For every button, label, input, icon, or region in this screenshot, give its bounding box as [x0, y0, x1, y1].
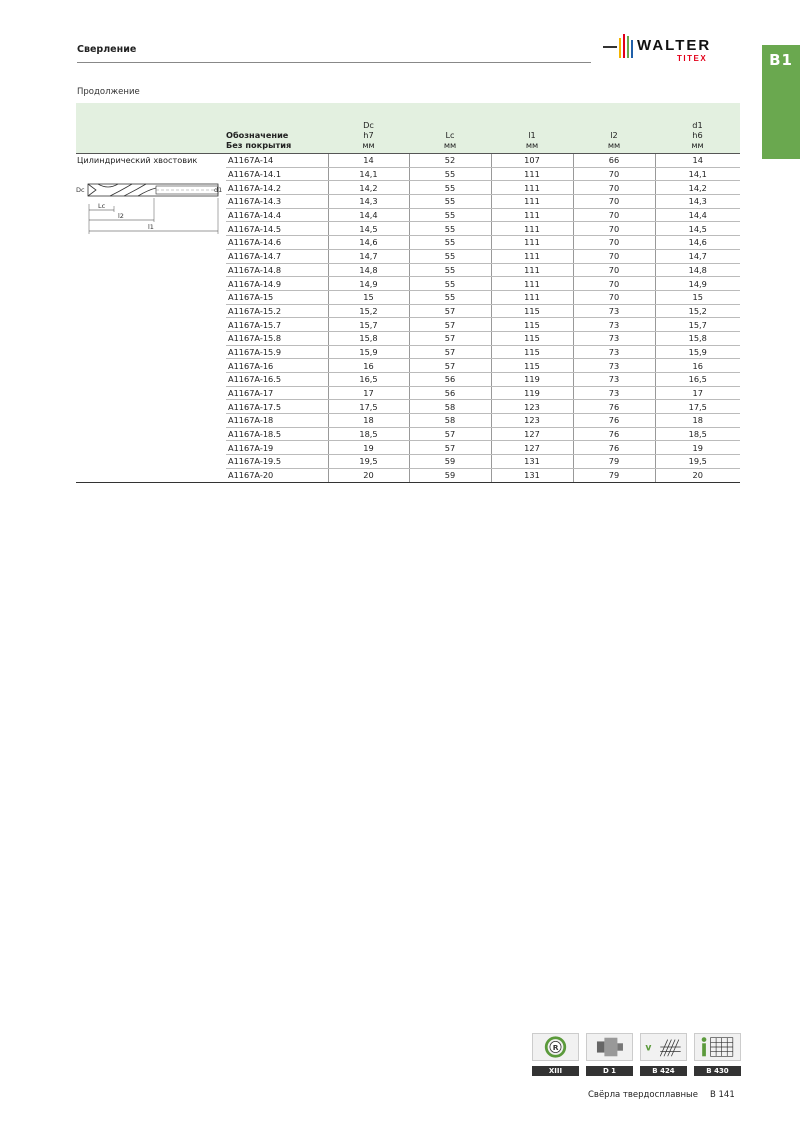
value-cell: 14,9: [655, 277, 740, 291]
value-cell: 57: [409, 345, 491, 359]
value-cell: 115: [491, 359, 573, 373]
table-row: [76, 345, 740, 359]
designation-cell: A1167A-20: [226, 468, 328, 482]
value-cell: 66: [573, 154, 655, 168]
value-cell: 14,9: [328, 277, 409, 291]
table-row: [76, 427, 740, 441]
table-row: [76, 154, 740, 168]
value-cell: 55: [409, 249, 491, 263]
table-row: [76, 386, 740, 400]
group-cell: [76, 277, 226, 291]
svg-text:d1: d1: [214, 186, 223, 194]
group-cell: [76, 441, 226, 455]
table-row: [76, 331, 740, 345]
value-cell: 111: [491, 236, 573, 250]
value-cell: 18,5: [655, 427, 740, 441]
table-row: [76, 414, 740, 428]
value-cell: 17: [328, 386, 409, 400]
chapter-tab: [762, 45, 800, 159]
svg-text:v: v: [645, 1042, 652, 1054]
value-cell: 14: [655, 154, 740, 168]
designation-cell: A1167A-17: [226, 386, 328, 400]
value-cell: 111: [491, 208, 573, 222]
icon-label: XIII: [532, 1066, 579, 1076]
col-header-dc: Dc h7 мм: [328, 103, 409, 154]
value-cell: 70: [573, 263, 655, 277]
group-cell: [76, 455, 226, 469]
value-cell: 15: [328, 290, 409, 304]
value-cell: 70: [573, 249, 655, 263]
designation-cell: A1167A-15.9: [226, 345, 328, 359]
value-cell: 14,7: [655, 249, 740, 263]
info-table-icon[interactable]: [694, 1033, 741, 1076]
value-cell: 19: [328, 441, 409, 455]
value-cell: 15,8: [655, 331, 740, 345]
col-header-designation: Обозначение Без покрытия: [226, 103, 328, 154]
value-cell: 14,5: [328, 222, 409, 236]
value-cell: 52: [409, 154, 491, 168]
table-row: [76, 359, 740, 373]
spec-table: [76, 103, 740, 483]
value-cell: 15,9: [655, 345, 740, 359]
value-cell: 76: [573, 400, 655, 414]
designation-cell: A1167A-16: [226, 359, 328, 373]
chapter-tab-label: B1: [769, 51, 793, 69]
value-cell: 76: [573, 441, 655, 455]
value-cell: 16: [655, 359, 740, 373]
value-cell: 111: [491, 181, 573, 195]
group-cell: [76, 359, 226, 373]
value-cell: 119: [491, 373, 573, 387]
value-cell: 16: [328, 359, 409, 373]
value-cell: 15,7: [655, 318, 740, 332]
value-cell: 55: [409, 208, 491, 222]
value-cell: 15,9: [328, 345, 409, 359]
value-cell: 115: [491, 304, 573, 318]
value-cell: 19,5: [328, 455, 409, 469]
group-cell: [76, 468, 226, 482]
svg-text:Dc: Dc: [76, 186, 85, 194]
value-cell: 14,3: [328, 195, 409, 209]
value-cell: 15,2: [328, 304, 409, 318]
designation-cell: A1167A-18: [226, 414, 328, 428]
group-label: Цилиндрический хвостовик: [76, 154, 226, 168]
table-row: [76, 318, 740, 332]
value-cell: 14,2: [328, 181, 409, 195]
value-cell: 55: [409, 167, 491, 181]
value-cell: 119: [491, 386, 573, 400]
icon-label: B 430: [694, 1066, 741, 1076]
value-cell: 57: [409, 318, 491, 332]
footer-title: Свёрла твердосплавные: [588, 1090, 698, 1100]
value-cell: 56: [409, 386, 491, 400]
cutting-data-icon[interactable]: [640, 1033, 687, 1076]
value-cell: 73: [573, 345, 655, 359]
designation-cell: A1167A-16.5: [226, 373, 328, 387]
group-cell: [76, 263, 226, 277]
value-cell: 57: [409, 441, 491, 455]
value-cell: 57: [409, 359, 491, 373]
value-cell: 131: [491, 455, 573, 469]
value-cell: 14,6: [655, 236, 740, 250]
svg-text:R: R: [552, 1042, 559, 1052]
svg-text:l1: l1: [148, 223, 154, 231]
value-cell: 115: [491, 345, 573, 359]
value-cell: 73: [573, 318, 655, 332]
col-header-l1: l1 мм: [491, 103, 573, 154]
value-cell: 55: [409, 277, 491, 291]
designation-cell: A1167A-14.7: [226, 249, 328, 263]
value-cell: 111: [491, 290, 573, 304]
value-cell: 73: [573, 359, 655, 373]
value-cell: 70: [573, 236, 655, 250]
designation-cell: A1167A-15: [226, 290, 328, 304]
group-cell: [76, 290, 226, 304]
value-cell: 59: [409, 455, 491, 469]
value-cell: 14,4: [655, 208, 740, 222]
table-row: [76, 277, 740, 291]
continued-label: Продолжение: [77, 87, 140, 97]
value-cell: 70: [573, 290, 655, 304]
value-cell: 76: [573, 414, 655, 428]
value-cell: 111: [491, 195, 573, 209]
table-row: [76, 468, 740, 482]
value-cell: 14,3: [655, 195, 740, 209]
value-cell: 16,5: [655, 373, 740, 387]
value-cell: 111: [491, 167, 573, 181]
value-cell: 70: [573, 222, 655, 236]
group-cell: [76, 318, 226, 332]
top-rule: [77, 62, 591, 63]
value-cell: 19: [655, 441, 740, 455]
group-cell: [76, 331, 226, 345]
value-cell: 14,8: [328, 263, 409, 277]
table-row: [76, 263, 740, 277]
designation-cell: A1167A-14.9: [226, 277, 328, 291]
value-cell: 115: [491, 331, 573, 345]
value-cell: 18: [655, 414, 740, 428]
value-cell: 127: [491, 427, 573, 441]
value-cell: 15,7: [328, 318, 409, 332]
value-cell: 17: [655, 386, 740, 400]
table-row: [76, 373, 740, 387]
value-cell: 14,5: [655, 222, 740, 236]
drill-diagram: [76, 176, 226, 240]
designation-cell: A1167A-14.8: [226, 263, 328, 277]
table-row: [76, 304, 740, 318]
svg-text:Lc: Lc: [98, 202, 106, 210]
table-row: [76, 400, 740, 414]
value-cell: 79: [573, 455, 655, 469]
value-cell: 55: [409, 195, 491, 209]
value-cell: 79: [573, 468, 655, 482]
designation-cell: A1167A-15.2: [226, 304, 328, 318]
value-cell: 57: [409, 304, 491, 318]
table-row: [76, 455, 740, 469]
designation-cell: A1167A-19.5: [226, 455, 328, 469]
group-cell: [76, 386, 226, 400]
value-cell: 123: [491, 400, 573, 414]
designation-cell: A1167A-14.1: [226, 167, 328, 181]
table-row: [76, 249, 740, 263]
designation-cell: A1167A-14.3: [226, 195, 328, 209]
value-cell: 15,8: [328, 331, 409, 345]
value-cell: 73: [573, 386, 655, 400]
icon-label: B 424: [640, 1066, 687, 1076]
designation-cell: A1167A-14.6: [226, 236, 328, 250]
value-cell: 14,7: [328, 249, 409, 263]
holder-icon[interactable]: [586, 1033, 633, 1076]
footer: [588, 1090, 735, 1100]
value-cell: 73: [573, 304, 655, 318]
value-cell: 57: [409, 331, 491, 345]
value-cell: 20: [328, 468, 409, 482]
value-cell: 17,5: [655, 400, 740, 414]
value-cell: 55: [409, 181, 491, 195]
value-cell: 14,1: [655, 167, 740, 181]
value-cell: 55: [409, 222, 491, 236]
table-row: [76, 441, 740, 455]
value-cell: 76: [573, 427, 655, 441]
value-cell: 14,1: [328, 167, 409, 181]
group-cell: [76, 373, 226, 387]
value-cell: 131: [491, 468, 573, 482]
col-header-lc: Lc мм: [409, 103, 491, 154]
value-cell: 14: [328, 154, 409, 168]
value-cell: 111: [491, 277, 573, 291]
svg-text:WALTER: WALTER: [637, 37, 712, 54]
value-cell: 18: [328, 414, 409, 428]
group-cell: [76, 304, 226, 318]
value-cell: 20: [655, 468, 740, 482]
table-header-row: [76, 103, 740, 154]
section-title: Сверление: [77, 44, 137, 55]
value-cell: 58: [409, 414, 491, 428]
value-cell: 111: [491, 249, 573, 263]
page-number: B 141: [709, 1090, 735, 1100]
value-cell: 70: [573, 181, 655, 195]
group-cell: [76, 427, 226, 441]
col-header-d1: d1 h6 мм: [655, 103, 740, 154]
value-cell: 59: [409, 468, 491, 482]
svg-text:TITEX: TITEX: [677, 54, 708, 63]
value-cell: 107: [491, 154, 573, 168]
designation-cell: A1167A-15.7: [226, 318, 328, 332]
col-header-l2: l2 мм: [573, 103, 655, 154]
designation-cell: A1167A-14.4: [226, 208, 328, 222]
value-cell: 14,8: [655, 263, 740, 277]
value-cell: 111: [491, 263, 573, 277]
value-cell: 55: [409, 263, 491, 277]
group-cell: [76, 249, 226, 263]
value-cell: 14,4: [328, 208, 409, 222]
value-cell: 18,5: [328, 427, 409, 441]
value-cell: 17,5: [328, 400, 409, 414]
value-cell: 14,2: [655, 181, 740, 195]
designation-cell: A1167A-14.2: [226, 181, 328, 195]
value-cell: 55: [409, 236, 491, 250]
value-cell: 115: [491, 318, 573, 332]
value-cell: 111: [491, 222, 573, 236]
designation-cell: A1167A-19: [226, 441, 328, 455]
group-cell: [76, 400, 226, 414]
group-cell: [76, 414, 226, 428]
recycle-r-icon[interactable]: [532, 1033, 579, 1076]
value-cell: 127: [491, 441, 573, 455]
designation-cell: A1167A-14: [226, 154, 328, 168]
designation-cell: A1167A-14.5: [226, 222, 328, 236]
group-cell: [76, 345, 226, 359]
icon-label: D 1: [586, 1066, 633, 1076]
value-cell: 73: [573, 331, 655, 345]
value-cell: 70: [573, 277, 655, 291]
value-cell: 55: [409, 290, 491, 304]
value-cell: 58: [409, 400, 491, 414]
value-cell: 73: [573, 373, 655, 387]
reference-icons: [532, 1033, 742, 1073]
value-cell: 70: [573, 167, 655, 181]
walter-titex-logo: [603, 32, 743, 64]
value-cell: 70: [573, 208, 655, 222]
designation-cell: A1167A-17.5: [226, 400, 328, 414]
table-row: [76, 290, 740, 304]
value-cell: 70: [573, 195, 655, 209]
designation-cell: A1167A-15.8: [226, 331, 328, 345]
value-cell: 16,5: [328, 373, 409, 387]
value-cell: 15: [655, 290, 740, 304]
value-cell: 123: [491, 414, 573, 428]
designation-cell: A1167A-18.5: [226, 427, 328, 441]
value-cell: 19,5: [655, 455, 740, 469]
value-cell: 57: [409, 427, 491, 441]
value-cell: 56: [409, 373, 491, 387]
value-cell: 15,2: [655, 304, 740, 318]
value-cell: 14,6: [328, 236, 409, 250]
svg-text:l2: l2: [118, 212, 124, 220]
